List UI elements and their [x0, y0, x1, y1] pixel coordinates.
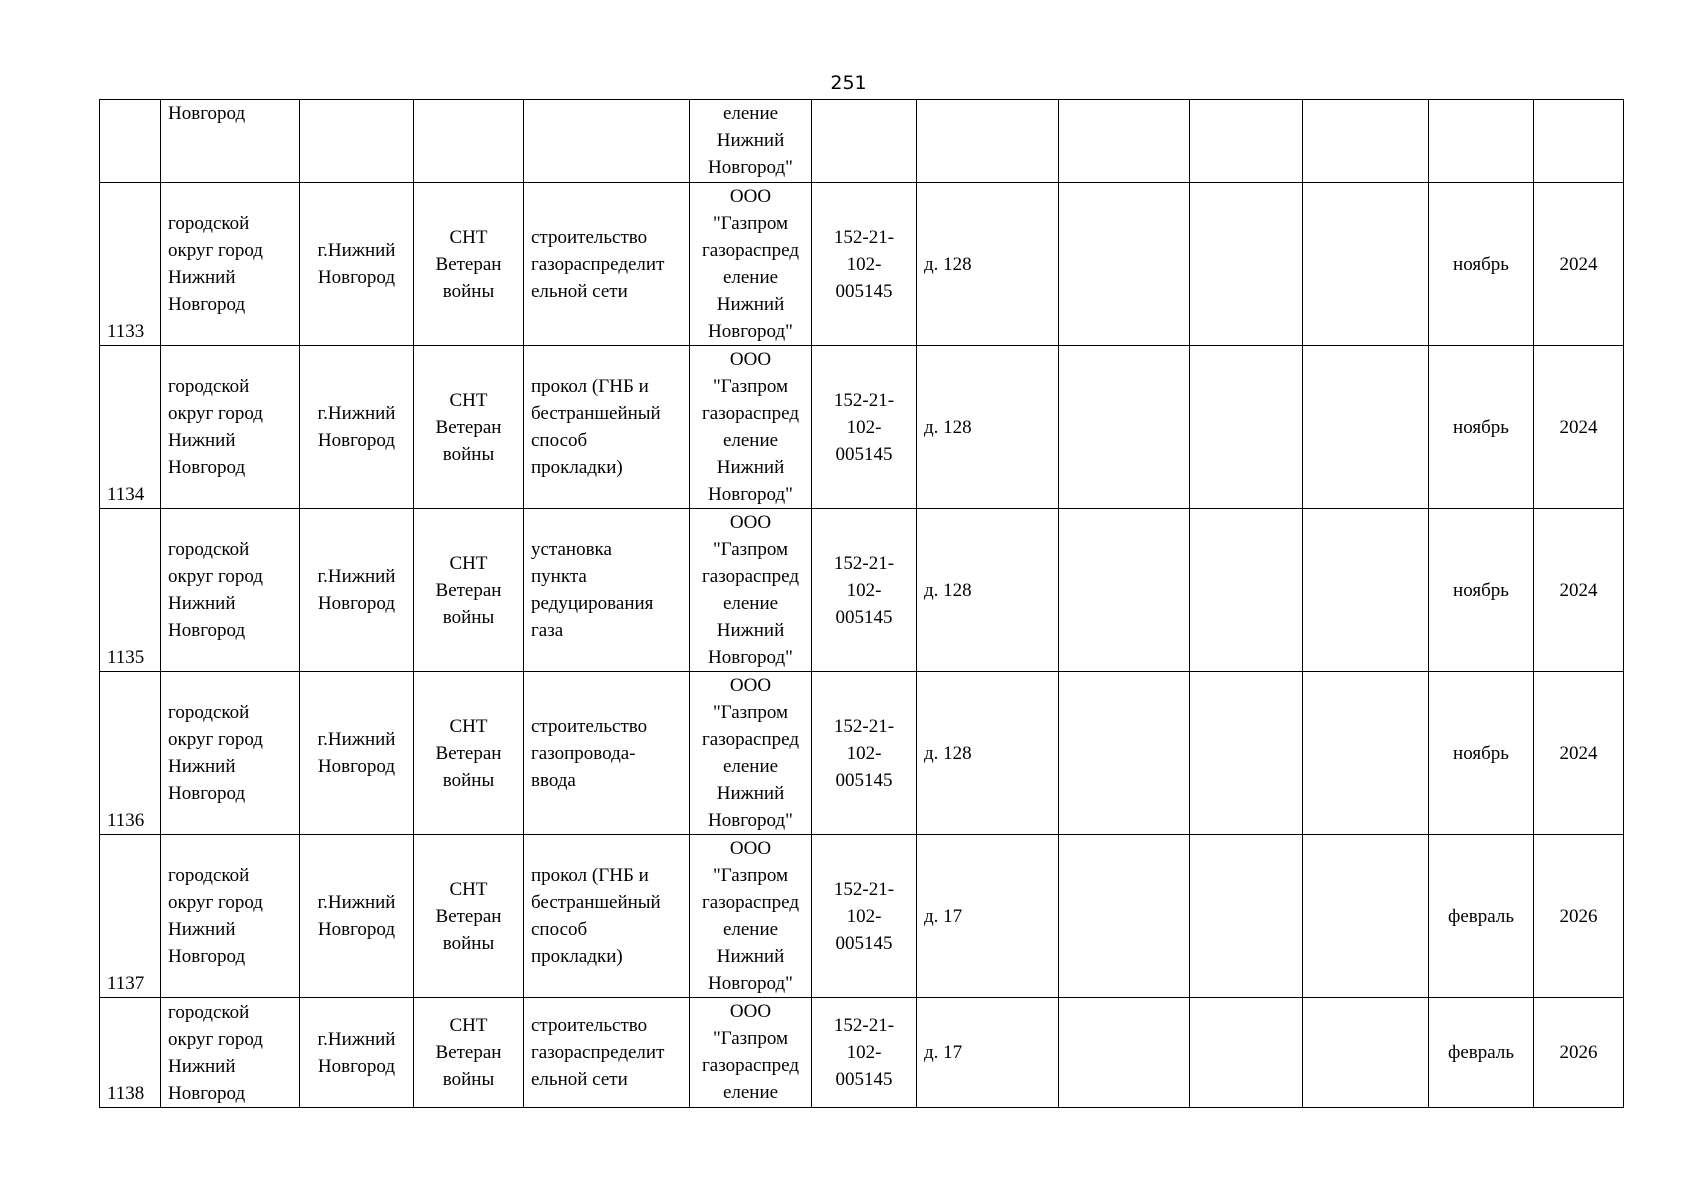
cell-city: г.Нижний Новгород: [300, 183, 414, 346]
cell-district: городской округ город Нижний Новгород: [161, 346, 300, 509]
cell-work: [524, 100, 690, 183]
cell-code: [812, 100, 917, 183]
cell-empty-2: [1190, 100, 1303, 183]
table-row-continued: [100, 100, 1624, 183]
cell-house: д. 128: [917, 346, 1059, 509]
cell-num: [100, 100, 161, 183]
cell-district: городской округ город Нижний Новгород: [161, 183, 300, 346]
cell-month: ноябрь: [1429, 509, 1534, 672]
cell-work: прокол (ГНБ и бестраншейный способ прокладки): [524, 835, 690, 998]
cell-empty-3: [1303, 672, 1429, 835]
cell-settlement: СНТ Ветеран войны: [414, 346, 524, 509]
cell-district: городской округ город Нижний Новгород: [161, 998, 300, 1108]
cell-house: д. 17: [917, 835, 1059, 998]
cell-settlement: СНТ Ветеран войны: [414, 509, 524, 672]
cell-empty-3: [1303, 183, 1429, 346]
cell-month: февраль: [1429, 998, 1534, 1108]
cell-year: [1534, 100, 1624, 183]
cell-code: 152-21- 102- 005145: [812, 998, 917, 1108]
cell-district: городской округ город Нижний Новгород: [161, 509, 300, 672]
cell-year: 2024: [1534, 183, 1624, 346]
cell-city: г.Нижний Новгород: [300, 509, 414, 672]
cell-empty-2: [1190, 672, 1303, 835]
cell-num: 1134: [100, 346, 161, 509]
cell-code: 152-21- 102- 005145: [812, 835, 917, 998]
cell-empty-1: [1059, 183, 1190, 346]
page-number: 251: [830, 72, 867, 94]
cell-work: строительство газораспределит ельной сети: [524, 998, 690, 1108]
cell-settlement: СНТ Ветеран войны: [414, 998, 524, 1108]
cell-month: ноябрь: [1429, 672, 1534, 835]
cell-empty-3: [1303, 509, 1429, 672]
table-row: [100, 998, 1624, 1108]
cell-empty-2: [1190, 835, 1303, 998]
cell-district: городской округ город Нижний Новгород: [161, 835, 300, 998]
cell-num: 1136: [100, 672, 161, 835]
table-row: [100, 835, 1624, 998]
cell-operator: ООО "Газпром газораспред еление Нижний Новгород": [690, 835, 812, 998]
cell-empty-2: [1190, 183, 1303, 346]
cell-empty-3: [1303, 100, 1429, 183]
cell-work: установка пункта редуцирования газа: [524, 509, 690, 672]
cell-empty-1: [1059, 672, 1190, 835]
cell-code: 152-21- 102- 005145: [812, 183, 917, 346]
cell-house: [917, 100, 1059, 183]
cell-city: [300, 100, 414, 183]
cell-work: строительство газораспределит ельной сети: [524, 183, 690, 346]
cell-code: 152-21- 102- 005145: [812, 509, 917, 672]
cell-year: 2026: [1534, 998, 1624, 1108]
cell-settlement: СНТ Ветеран войны: [414, 183, 524, 346]
cell-month: февраль: [1429, 835, 1534, 998]
cell-operator: ООО "Газпром газораспред еление: [690, 998, 812, 1108]
cell-work: прокол (ГНБ и бестраншейный способ прокладки): [524, 346, 690, 509]
cell-year: 2024: [1534, 346, 1624, 509]
table-row: [100, 183, 1624, 346]
cell-empty-1: [1059, 509, 1190, 672]
cell-empty-1: [1059, 346, 1190, 509]
cell-operator: ООО "Газпром газораспред еление Нижний Новгород": [690, 183, 812, 346]
cell-empty-1: [1059, 100, 1190, 183]
table-row: [100, 346, 1624, 509]
cell-num: 1133: [100, 183, 161, 346]
cell-empty-2: [1190, 509, 1303, 672]
cell-year: 2024: [1534, 509, 1624, 672]
cell-code: 152-21- 102- 005145: [812, 346, 917, 509]
table-row: [100, 672, 1624, 835]
cell-city: г.Нижний Новгород: [300, 672, 414, 835]
cell-house: д. 128: [917, 509, 1059, 672]
cell-settlement: [414, 100, 524, 183]
cell-empty-2: [1190, 998, 1303, 1108]
cell-year: 2026: [1534, 835, 1624, 998]
cell-empty-1: [1059, 998, 1190, 1108]
cell-work: строительство газопровода- ввода: [524, 672, 690, 835]
cell-city: г.Нижний Новгород: [300, 835, 414, 998]
cell-operator: еление Нижний Новгород": [690, 100, 812, 183]
cell-district: городской округ город Нижний Новгород: [161, 672, 300, 835]
cell-empty-3: [1303, 998, 1429, 1108]
cell-code: 152-21- 102- 005145: [812, 672, 917, 835]
cell-num: 1138: [100, 998, 161, 1108]
cell-empty-3: [1303, 346, 1429, 509]
cell-operator: ООО "Газпром газораспред еление Нижний Новгород": [690, 672, 812, 835]
cell-settlement: СНТ Ветеран войны: [414, 835, 524, 998]
cell-house: д. 17: [917, 998, 1059, 1108]
cell-empty-2: [1190, 346, 1303, 509]
cell-city: г.Нижний Новгород: [300, 346, 414, 509]
cell-empty-1: [1059, 835, 1190, 998]
cell-num: 1137: [100, 835, 161, 998]
cell-empty-3: [1303, 835, 1429, 998]
cell-month: [1429, 100, 1534, 183]
cell-operator: ООО "Газпром газораспред еление Нижний Новгород": [690, 346, 812, 509]
cell-district: Новгород: [161, 100, 300, 183]
cell-month: ноябрь: [1429, 183, 1534, 346]
cell-settlement: СНТ Ветеран войны: [414, 672, 524, 835]
table-row: [100, 509, 1624, 672]
cell-city: г.Нижний Новгород: [300, 998, 414, 1108]
cell-house: д. 128: [917, 183, 1059, 346]
cell-house: д. 128: [917, 672, 1059, 835]
cell-year: 2024: [1534, 672, 1624, 835]
cell-month: ноябрь: [1429, 346, 1534, 509]
works-table: [99, 99, 1624, 1108]
cell-operator: ООО "Газпром газораспред еление Нижний Новгород": [690, 509, 812, 672]
cell-num: 1135: [100, 509, 161, 672]
